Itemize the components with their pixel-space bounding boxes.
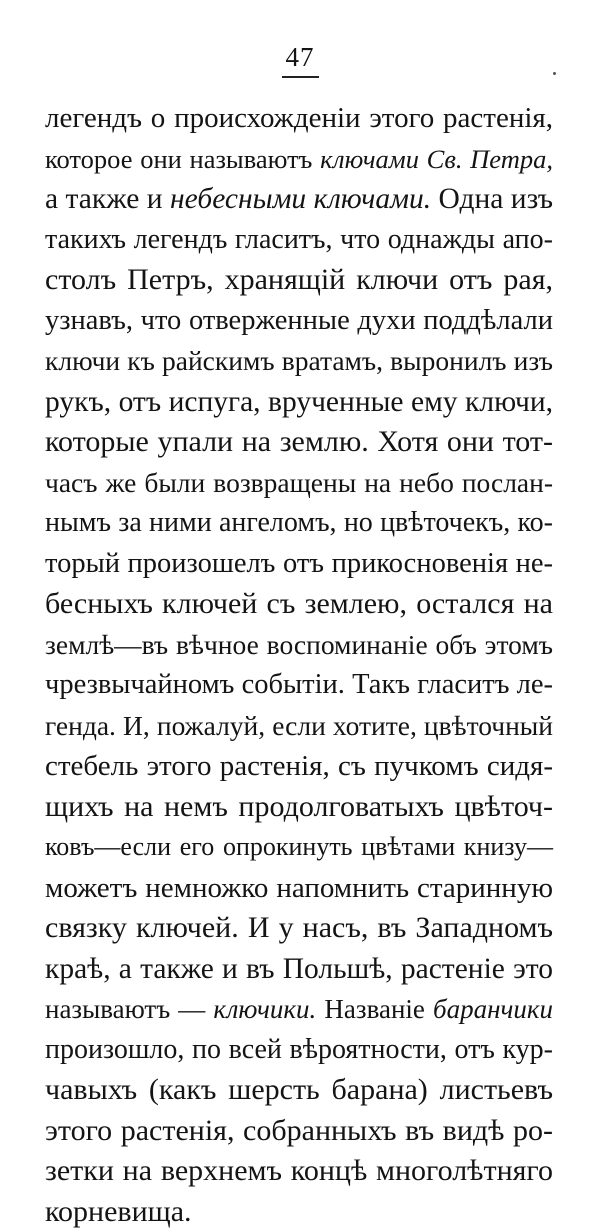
- text-line: [45, 1192, 553, 1232]
- text-segment: торый произошелъ отъ прикосновенія не-: [45, 548, 553, 579]
- text-segment: можетъ немножко напомнить старинную: [45, 872, 553, 904]
- text-segment: щихъ на немъ продолговатыхъ цвѣточ-: [45, 790, 553, 823]
- text-line: [45, 868, 553, 909]
- text-line: [45, 1111, 553, 1152]
- text-line: [45, 746, 553, 787]
- text-line: [45, 787, 553, 828]
- text-segment: связку ключей. И у насъ, въ Западномъ: [45, 911, 553, 944]
- italic-term: ключики.: [213, 994, 316, 1024]
- text-segment: генда. И, пожалуй, если хотите, цвѣточный: [45, 710, 553, 741]
- body-paragraph: [45, 98, 553, 1232]
- text-segment: корневища.: [45, 1195, 192, 1228]
- text-segment: ковъ—если его опрокинуть цвѣтами книзу—: [45, 832, 553, 861]
- italic-term: ключами Св. Петра,: [320, 144, 553, 174]
- text-segment: стебель этого растенія, съ пучкомъ сидя-: [45, 750, 553, 782]
- text-line: [45, 463, 553, 504]
- text-segment: столъ Петръ, хранящій ключи отъ рая,: [45, 263, 553, 296]
- text-line: [45, 98, 553, 139]
- text-line: [45, 665, 553, 706]
- text-line: [45, 1151, 553, 1192]
- text-line: [45, 422, 553, 463]
- text-segment: землѣ—въ вѣчное воспоминаніе объ этомъ: [45, 629, 553, 660]
- text-segment: краѣ, а также и въ Польшѣ, растеніе это: [45, 953, 553, 985]
- text-segment: чавыхъ (какъ шерсть барана) листьевъ: [45, 1073, 553, 1106]
- text-segment: такихъ легендъ гласитъ, что однажды апо-: [45, 224, 553, 255]
- text-line: [45, 139, 553, 180]
- text-line: [45, 584, 553, 625]
- text-segment: называютъ —: [45, 994, 213, 1024]
- text-line: [45, 706, 553, 747]
- text-line: [45, 341, 553, 382]
- text-line: [45, 301, 553, 342]
- italic-term: небесными ключами.: [170, 183, 431, 215]
- text-line: [45, 949, 553, 990]
- text-segment: Названіе: [316, 994, 433, 1024]
- text-segment: а также и: [45, 183, 170, 215]
- text-line: [45, 1070, 553, 1111]
- text-line: [45, 503, 553, 544]
- text-line: [45, 544, 553, 585]
- text-segment: которое они называютъ: [45, 144, 320, 174]
- text-segment: Одна изъ: [431, 183, 553, 215]
- paper-speck: [553, 72, 556, 75]
- text-line: [45, 989, 553, 1030]
- text-segment: зетки на верхнемъ концѣ многолѣтняго: [45, 1154, 553, 1187]
- text-segment: этого растенія, собранныхъ въ видѣ ро-: [45, 1114, 553, 1147]
- text-segment: часъ же были возвращены на небо послан-: [45, 467, 553, 498]
- text-line: [45, 382, 553, 423]
- text-segment: которые упали на землю. Хотя они тот-: [45, 425, 553, 458]
- text-line: [45, 625, 553, 666]
- text-segment: легендъ о происхожденіи этого растенія,: [45, 102, 553, 134]
- text-segment: узнавъ, что отверженные духи поддѣлали: [45, 305, 553, 336]
- italic-term: баранчики: [433, 994, 553, 1024]
- text-line: [45, 220, 553, 261]
- text-line: [45, 1030, 553, 1071]
- text-segment: ключи къ райскимъ вратамъ, выронилъ изъ: [45, 345, 553, 376]
- text-segment: чрезвычайномъ событіи. Такъ гласитъ ле-: [45, 669, 553, 700]
- text-line: [45, 908, 553, 949]
- text-segment: произошло, по всей вѣроятности, отъ кур-: [45, 1034, 553, 1065]
- page-number-text: 47: [282, 42, 319, 78]
- text-segment: нымъ за ними ангеломъ, но цвѣточекъ, ко-: [45, 507, 553, 538]
- text-line: [45, 260, 553, 301]
- text-line: [45, 179, 553, 220]
- page-number: [0, 42, 600, 78]
- text-segment: рукъ, отъ испуга, врученные ему ключи,: [45, 386, 553, 418]
- text-segment: бесныхъ ключей съ землею, остался на: [45, 587, 553, 620]
- text-line: [45, 827, 553, 868]
